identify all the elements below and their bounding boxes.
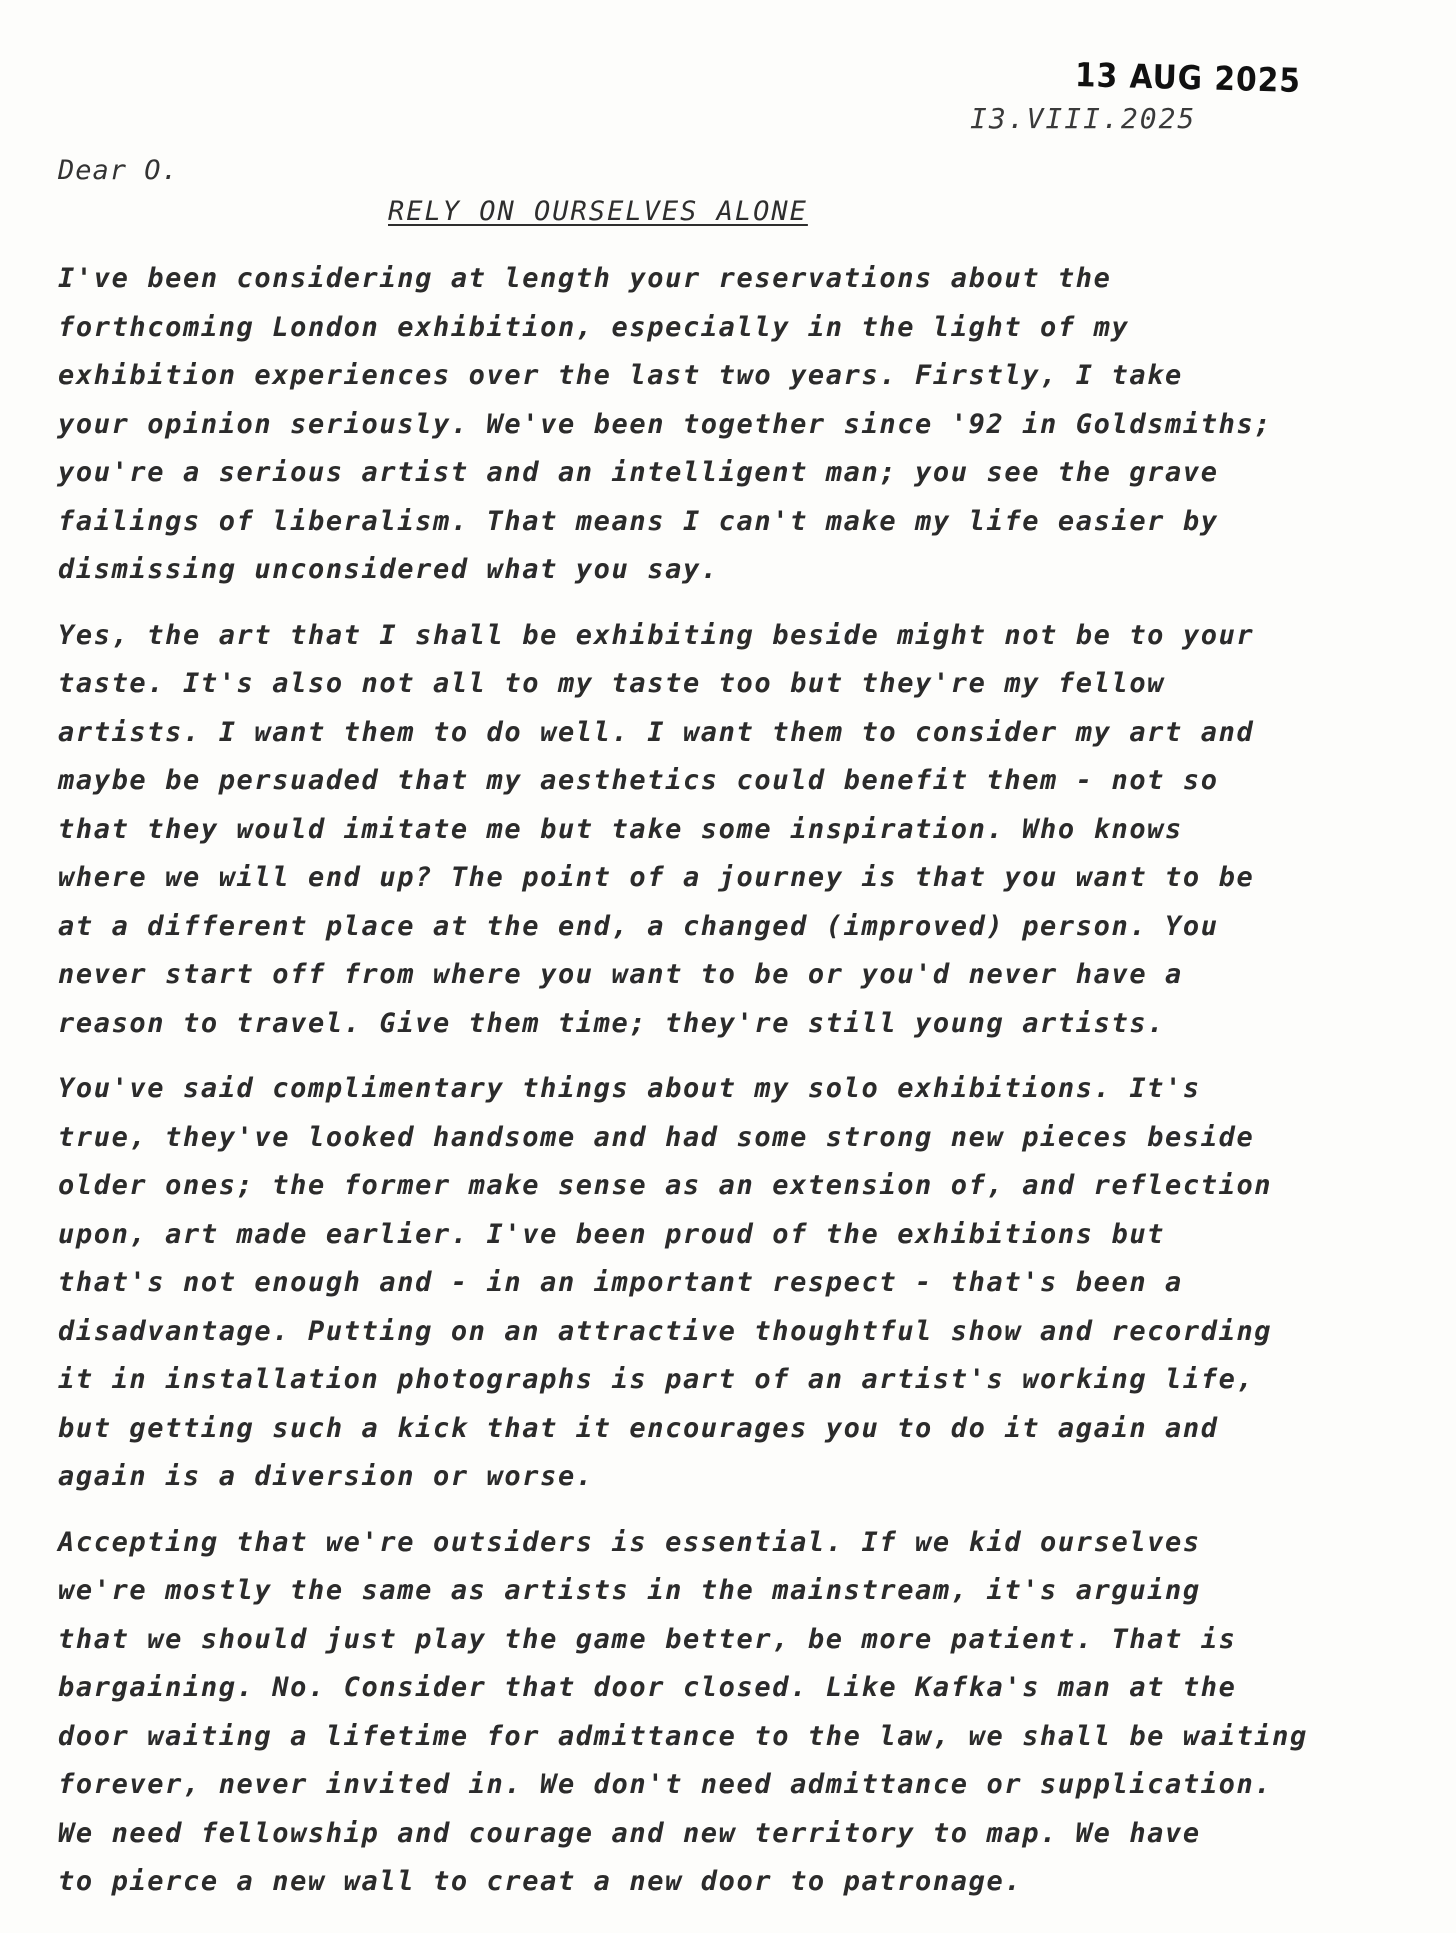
text-line: taste. It's also not all to my taste too but they're my fellow: [58, 668, 1166, 699]
text-line: dismissing unconsidered what you say.: [58, 554, 719, 585]
text-line: I've been considering at length your reservations about the: [58, 263, 1112, 294]
text-line: you're a serious artist and an intelligent man; you see the grave: [58, 457, 1219, 488]
text-line: Yes, the art that I shall be exhibiting beside might not be to your: [58, 619, 1255, 651]
text-line: forthcoming London exhibition, especially in the light of my: [58, 311, 1130, 343]
text-line: never start off from where you want to be or you'd never have a: [58, 959, 1183, 990]
text-line: your opinion seriously. We've been together since '92 in Goldsmiths;: [58, 408, 1273, 440]
text-line: maybe be persuaded that my aesthetics could benefit them - not so: [58, 765, 1219, 796]
text-line: but getting such a kick that it encourages you to do it again and: [58, 1412, 1219, 1444]
paragraph-1: [58, 255, 1418, 595]
text-line: bargaining. No. Consider that door closed. Like Kafka's man at the: [58, 1672, 1237, 1703]
text-line: We need fellowship and courage and new territory to map. We have: [58, 1817, 1201, 1849]
text-line: that's not enough and - in an important respect - that's been a: [58, 1267, 1183, 1298]
text-line: we're mostly the same as artists in the mainstream, it's arguing: [58, 1575, 1201, 1606]
text-line: that they would imitate me but take some inspiration. Who knows: [58, 813, 1183, 845]
paragraph-4: [58, 1519, 1418, 1907]
text-line: disadvantage. Putting on an attractive thoughtful show and recording: [58, 1315, 1273, 1347]
text-line: again is a diversion or worse.: [58, 1461, 594, 1492]
text-line: failings of liberalism. That means I can't make my life easier by: [58, 505, 1219, 537]
text-line: forever, never invited in. We don't need admittance or supplication.: [58, 1769, 1273, 1800]
text-line: that we should just play the game better, be more patient. That is: [58, 1623, 1237, 1655]
text-line: to pierce a new wall to creat a new door to patronage.: [58, 1866, 1023, 1897]
salutation: Dear O.: [58, 155, 179, 186]
text-line: exhibition experiences over the last two years. Firstly, I take: [58, 360, 1183, 391]
text-line: door waiting a lifetime for admittance to the law, we shall be waiting: [58, 1720, 1308, 1752]
text-line: artists. I want them to do well. I want them to consider my art and: [58, 716, 1255, 748]
letter-title: RELY ON OURSELVES ALONE: [388, 196, 808, 227]
text-line: reason to travel. Give them time; they're still young artists.: [58, 1007, 1166, 1039]
text-line: at a different place at the end, a changed (improved) person. You: [58, 910, 1219, 942]
text-line: upon, art made earlier. I've been proud of the exhibitions but: [58, 1218, 1166, 1250]
text-line: older ones; the former make sense as an extension of, and reflection: [58, 1170, 1273, 1201]
text-line: it in installation photographs is part of an artist's working life,: [58, 1364, 1255, 1395]
date-stamp: 13 AUG 2025: [1074, 55, 1302, 100]
text-line: where we will end up? The point of a journey is that you want to be: [58, 862, 1255, 893]
text-line: true, they've looked handsome and had some strong new pieces beside: [58, 1121, 1255, 1153]
paragraph-3: [58, 1065, 1418, 1502]
typed-date: I3.VIII.2025: [970, 102, 1197, 135]
letter-body: [58, 255, 1418, 1924]
text-line: You've said complimentary things about my solo exhibitions. It's: [58, 1073, 1201, 1104]
text-line: Accepting that we're outsiders is essential. If we kid ourselves: [58, 1526, 1201, 1558]
paragraph-2: [58, 612, 1418, 1049]
